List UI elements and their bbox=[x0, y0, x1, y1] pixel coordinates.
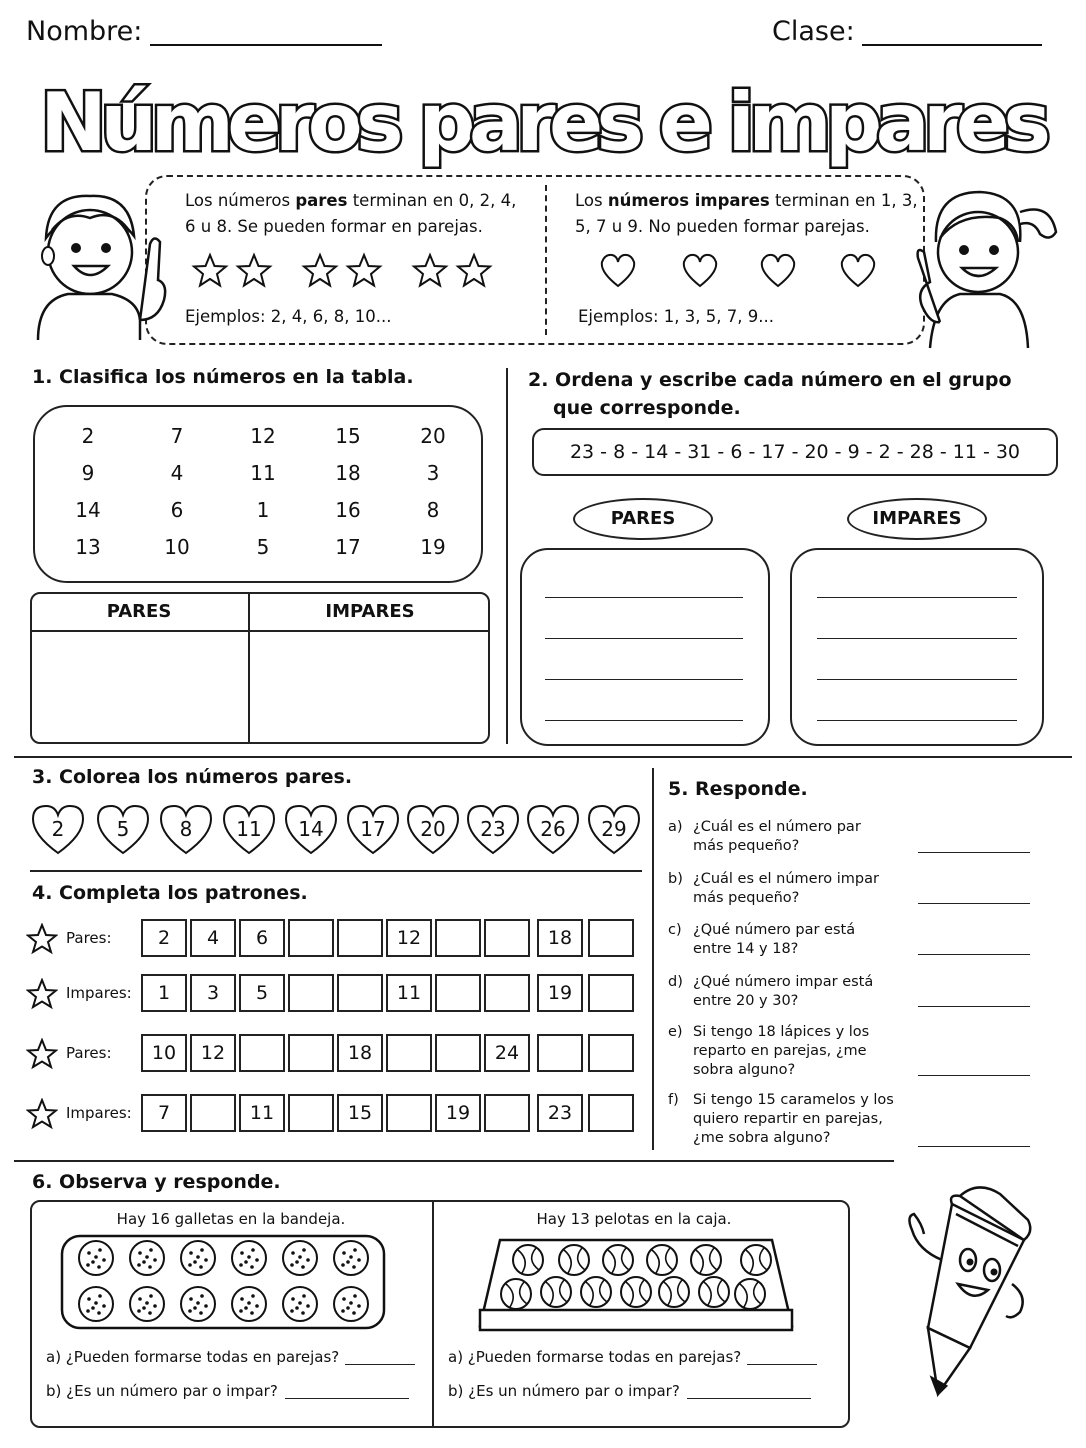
pattern-cell: 1 bbox=[141, 974, 187, 1012]
even-group-box bbox=[520, 548, 770, 746]
pattern-label: Impares: bbox=[66, 984, 132, 1002]
pattern-blank-cell[interactable] bbox=[537, 1034, 583, 1072]
pattern-cell: 19 bbox=[537, 974, 583, 1012]
cloud-number: 1 bbox=[256, 498, 270, 522]
pattern-blank-cell[interactable] bbox=[435, 1034, 481, 1072]
heart-number-value: 26 bbox=[540, 817, 566, 841]
right-answer-a[interactable] bbox=[747, 1364, 817, 1365]
heart-number-value: 29 bbox=[601, 817, 627, 841]
cookies-caption: Hay 16 galletas en la bandeja. bbox=[116, 1210, 346, 1228]
table-header-rule bbox=[30, 630, 490, 632]
pattern-blank-cell[interactable] bbox=[588, 1094, 634, 1132]
divider-4-5 bbox=[652, 768, 654, 1150]
even-rule-text: Los números pares terminan en 0, 2, 4, 6 u 8. Se pueden formar en parejas. bbox=[185, 191, 517, 236]
pattern-cell: 23 bbox=[537, 1094, 583, 1132]
page-title-text: Números pares e impares bbox=[40, 76, 1050, 169]
pattern-cell: 3 bbox=[190, 974, 236, 1012]
section2-title: 2. Ordena y escribe cada número en el grupo que corresponde. bbox=[528, 369, 1012, 419]
cloud-number: 8 bbox=[426, 498, 440, 522]
pattern-label: Pares: bbox=[66, 1044, 112, 1062]
pattern-blank-cell[interactable] bbox=[386, 1094, 432, 1132]
pattern-cell: 4 bbox=[190, 919, 236, 957]
pattern-blank-cell[interactable] bbox=[484, 1094, 530, 1132]
question bbox=[668, 818, 861, 856]
answer-line[interactable] bbox=[918, 1075, 1030, 1076]
star-icon bbox=[26, 978, 58, 1014]
pattern-cell: 11 bbox=[239, 1094, 285, 1132]
cloud-number: 17 bbox=[335, 535, 361, 559]
left-answer-b[interactable] bbox=[285, 1398, 409, 1399]
pattern-label: Pares: bbox=[66, 929, 112, 947]
pattern-blank-cell[interactable] bbox=[288, 1094, 334, 1132]
pattern-cell: 15 bbox=[337, 1094, 383, 1132]
cloud-number: 13 bbox=[75, 535, 101, 559]
right-answer-b[interactable] bbox=[687, 1398, 811, 1399]
number-sequence: 23 - 8 - 14 - 31 - 6 - 17 - 20 - 9 - 2 - 28 - 11 - 30 bbox=[532, 428, 1058, 476]
left-question-a: a) ¿Pueden formarse todas en parejas? bbox=[46, 1348, 340, 1366]
heart-number-value: 14 bbox=[298, 817, 324, 841]
star-icon bbox=[26, 1038, 58, 1074]
odd-group-box bbox=[790, 548, 1044, 746]
divider-middle-bottom bbox=[14, 1160, 894, 1162]
question-line: ¿Cuál es el número par bbox=[693, 819, 861, 835]
question-letter: e) bbox=[668, 1024, 683, 1040]
pattern-cell: 11 bbox=[386, 974, 432, 1012]
question-line: sobra alguno? bbox=[693, 1062, 796, 1078]
right-question-a: a) ¿Pueden formarse todas en parejas? bbox=[448, 1348, 742, 1366]
table-header-even: PARES bbox=[106, 601, 172, 622]
pattern-cell: 6 bbox=[239, 919, 285, 957]
pattern-cell: 12 bbox=[190, 1034, 236, 1072]
question-text bbox=[693, 870, 879, 908]
boy-illustration bbox=[18, 180, 168, 350]
odd-write-line[interactable] bbox=[817, 638, 1017, 639]
question-letter: f) bbox=[668, 1092, 679, 1108]
pattern-cell: 7 bbox=[141, 1094, 187, 1132]
cloud-number: 5 bbox=[256, 535, 270, 559]
heart-number-value: 5 bbox=[116, 817, 130, 841]
even-write-line[interactable] bbox=[545, 638, 743, 639]
cloud-number: 11 bbox=[250, 461, 276, 485]
heart-number-value: 23 bbox=[480, 817, 506, 841]
heart-number-value: 11 bbox=[236, 817, 262, 841]
observe-divider bbox=[432, 1200, 434, 1428]
answer-line[interactable] bbox=[918, 1146, 1030, 1147]
question-text bbox=[693, 818, 861, 856]
heart-number-value: 8 bbox=[179, 817, 193, 841]
question-text bbox=[693, 973, 873, 1011]
pattern-cell: 10 bbox=[141, 1034, 187, 1072]
question-line: reparto en parejas, ¿me bbox=[693, 1043, 867, 1059]
cloud-number: 2 bbox=[81, 424, 95, 448]
pattern-cell: 2 bbox=[141, 919, 187, 957]
question-line: Si tengo 15 caramelos y los bbox=[693, 1092, 894, 1108]
cloud-number: 15 bbox=[335, 424, 361, 448]
heart-number[interactable] bbox=[95, 803, 151, 855]
question bbox=[668, 870, 879, 908]
pattern-label: Impares: bbox=[66, 1104, 132, 1122]
heart-number-value: 20 bbox=[420, 817, 446, 841]
odd-answer-cell[interactable] bbox=[252, 633, 488, 741]
cloud-number: 12 bbox=[250, 424, 276, 448]
left-question-b: b) ¿Es un número par o impar? bbox=[46, 1382, 278, 1400]
pattern-blank-cell[interactable] bbox=[239, 1034, 285, 1072]
cloud-number: 10 bbox=[164, 535, 190, 559]
question bbox=[668, 921, 855, 959]
question-text bbox=[693, 1091, 894, 1148]
pattern-blank-cell[interactable] bbox=[288, 974, 334, 1012]
pattern-blank-cell[interactable] bbox=[588, 1034, 634, 1072]
answer-line[interactable] bbox=[918, 1006, 1030, 1007]
even-examples: Ejemplos: 2, 4, 6, 8, 10... bbox=[185, 307, 392, 326]
pattern-blank-cell[interactable] bbox=[588, 919, 634, 957]
star-icon bbox=[26, 923, 58, 959]
left-answer-a[interactable] bbox=[345, 1364, 415, 1365]
pattern-blank-cell[interactable] bbox=[337, 919, 383, 957]
question-line: ¿Qué número par está bbox=[693, 922, 856, 938]
pattern-blank-cell[interactable] bbox=[588, 974, 634, 1012]
star-row bbox=[190, 252, 500, 292]
pattern-blank-cell[interactable] bbox=[435, 919, 481, 957]
cloud-number: 16 bbox=[335, 498, 361, 522]
info-divider bbox=[545, 185, 547, 335]
heart-number[interactable] bbox=[221, 803, 277, 855]
cloud-number: 20 bbox=[420, 424, 446, 448]
heart-number-value: 2 bbox=[51, 817, 65, 841]
heart-number[interactable] bbox=[283, 803, 339, 855]
cloud-number: 14 bbox=[75, 498, 101, 522]
divider-top-middle bbox=[14, 756, 1072, 758]
pencil-mascot bbox=[888, 1180, 1048, 1410]
even-write-line[interactable] bbox=[545, 720, 743, 721]
heart-number[interactable] bbox=[586, 803, 642, 855]
pattern-blank-cell[interactable] bbox=[386, 1034, 432, 1072]
class-field[interactable] bbox=[862, 44, 1042, 46]
heart-number[interactable] bbox=[30, 803, 86, 855]
pattern-cell: 18 bbox=[537, 919, 583, 957]
table-header-odd: IMPARES bbox=[325, 601, 415, 622]
heart-number[interactable] bbox=[525, 803, 581, 855]
answer-line[interactable] bbox=[918, 903, 1030, 904]
cloud-number: 18 bbox=[335, 461, 361, 485]
heart-number[interactable] bbox=[158, 803, 214, 855]
even-write-line[interactable] bbox=[545, 597, 743, 598]
even-answer-cell[interactable] bbox=[32, 633, 246, 741]
answer-line[interactable] bbox=[918, 954, 1030, 955]
divider-3-4 bbox=[30, 870, 642, 872]
odd-write-line[interactable] bbox=[817, 597, 1017, 598]
pattern-cell: 5 bbox=[239, 974, 285, 1012]
heart-number[interactable] bbox=[465, 803, 521, 855]
girl-illustration bbox=[900, 172, 1060, 352]
pattern-cell: 24 bbox=[484, 1034, 530, 1072]
question-letter: d) bbox=[668, 974, 683, 990]
ball-box bbox=[476, 1230, 796, 1334]
pattern-cell: 19 bbox=[435, 1094, 481, 1132]
section5-title: 5. Responde. bbox=[668, 778, 808, 800]
question-line: ¿me sobra alguno? bbox=[693, 1130, 831, 1146]
odd-write-line[interactable] bbox=[817, 679, 1017, 680]
cloud-number: 19 bbox=[420, 535, 446, 559]
pattern-blank-cell[interactable] bbox=[337, 974, 383, 1012]
question-line: ¿Qué número impar está bbox=[693, 974, 874, 990]
page-title bbox=[30, 62, 1060, 172]
pattern-blank-cell[interactable] bbox=[484, 974, 530, 1012]
name-field[interactable] bbox=[150, 44, 382, 46]
right-question-b: b) ¿Es un número par o impar? bbox=[448, 1382, 680, 1400]
question-text bbox=[693, 921, 855, 959]
pattern-blank-cell[interactable] bbox=[190, 1094, 236, 1132]
group-odd-label: IMPARES bbox=[847, 498, 987, 540]
heart-number[interactable] bbox=[405, 803, 461, 855]
odd-write-line[interactable] bbox=[817, 720, 1017, 721]
balls-caption: Hay 13 pelotas en la caja. bbox=[536, 1210, 732, 1228]
cloud-number: 7 bbox=[170, 424, 184, 448]
question bbox=[668, 1091, 894, 1148]
question-line: entre 14 y 18? bbox=[693, 941, 799, 957]
cloud-number: 4 bbox=[170, 461, 184, 485]
even-write-line[interactable] bbox=[545, 679, 743, 680]
question-line: quiero repartir en parejas, bbox=[693, 1111, 883, 1127]
odd-rule-text: Los números impares terminan en 1, 3, 5, 7 u 9. No pueden formar parejas. bbox=[575, 191, 918, 236]
question bbox=[668, 973, 873, 1011]
class-label: Clase: bbox=[772, 16, 855, 47]
section4-title: 4. Completa los patrones. bbox=[32, 882, 308, 904]
name-label: Nombre: bbox=[26, 16, 143, 47]
question-line: más pequeño? bbox=[693, 890, 800, 906]
cloud-number: 3 bbox=[426, 461, 440, 485]
star-icon bbox=[26, 1098, 58, 1134]
question-line: Si tengo 18 lápices y los bbox=[693, 1024, 870, 1040]
pattern-blank-cell[interactable] bbox=[435, 974, 481, 1012]
cloud-number: 9 bbox=[81, 461, 95, 485]
section6-title: 6. Observa y responde. bbox=[32, 1171, 281, 1193]
question-letter: b) bbox=[668, 871, 683, 887]
question-letter: c) bbox=[668, 922, 682, 938]
cloud-number: 6 bbox=[170, 498, 184, 522]
heart-number[interactable] bbox=[345, 803, 401, 855]
pattern-cell: 12 bbox=[386, 919, 432, 957]
section1-title: 1. Clasifica los números en la tabla. bbox=[32, 366, 414, 388]
answer-line[interactable] bbox=[918, 852, 1030, 853]
heart-number-value: 17 bbox=[360, 817, 386, 841]
question bbox=[668, 1023, 869, 1080]
pattern-blank-cell[interactable] bbox=[484, 919, 530, 957]
question-text bbox=[693, 1023, 869, 1080]
heart-row bbox=[598, 252, 888, 292]
cookie-tray bbox=[60, 1234, 386, 1330]
odd-examples: Ejemplos: 1, 3, 5, 7, 9... bbox=[578, 307, 774, 326]
divider-1-2 bbox=[506, 368, 508, 744]
pattern-blank-cell[interactable] bbox=[288, 919, 334, 957]
pattern-cell: 18 bbox=[337, 1034, 383, 1072]
pattern-blank-cell[interactable] bbox=[288, 1034, 334, 1072]
question-line: ¿Cuál es el número impar bbox=[693, 871, 879, 887]
section3-title: 3. Colorea los números pares. bbox=[32, 766, 353, 788]
question-line: más pequeño? bbox=[693, 838, 800, 854]
group-even-label: PARES bbox=[573, 498, 713, 540]
question-line: entre 20 y 30? bbox=[693, 993, 799, 1009]
question-letter: a) bbox=[668, 819, 683, 835]
